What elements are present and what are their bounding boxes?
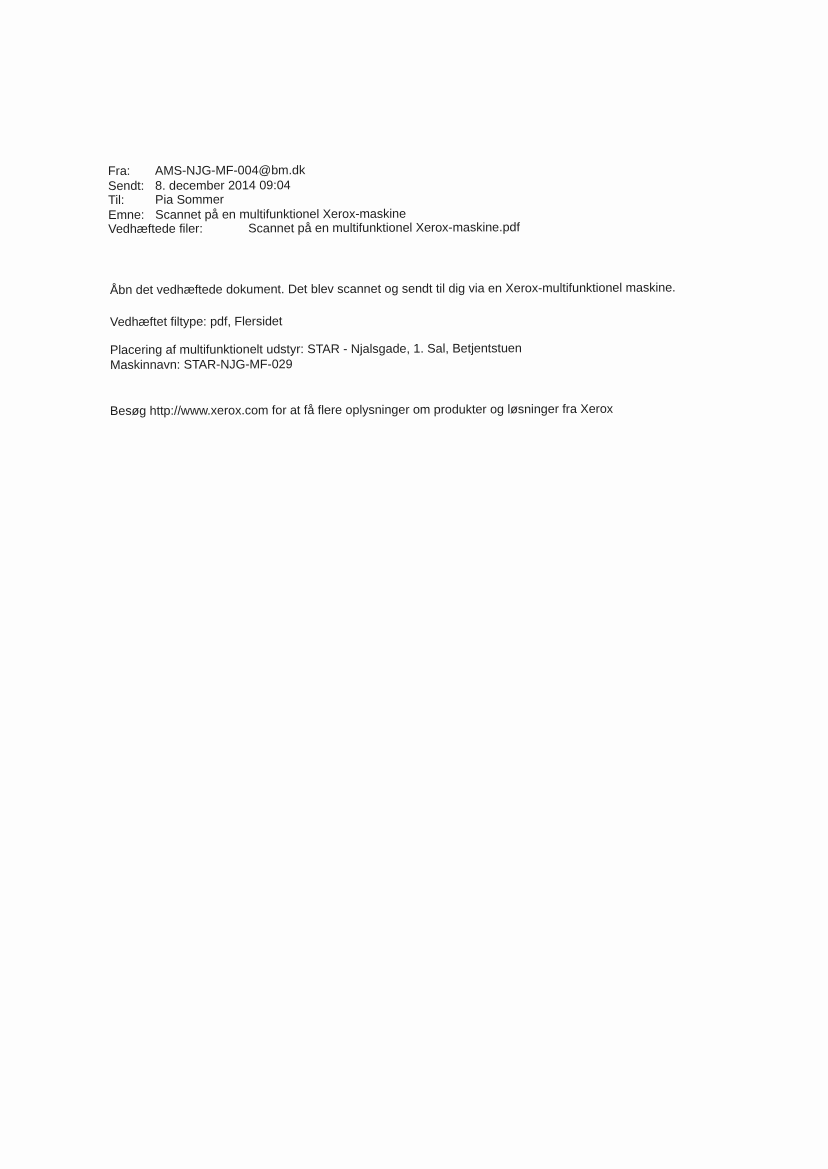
email-header bbox=[108, 161, 748, 236]
subject-label: Emne: bbox=[108, 207, 145, 222]
sent-label: Sendt: bbox=[108, 178, 145, 193]
machine-name-line: Maskinnavn: STAR-NJG-MF-029 bbox=[110, 356, 293, 372]
open-attachment-paragraph: Åbn det vedhæftede dokument. Det blev scannet og sendt til dig via en Xerox-multifunktionel maskine. bbox=[110, 280, 676, 297]
attachments-row bbox=[108, 219, 748, 236]
attachments-label: Vedhæftede filer: bbox=[108, 221, 203, 236]
attachments-value: Scannet på en multifunktionel Xerox-maskine.pdf bbox=[248, 220, 520, 236]
subject-value: Scannet på en multifunktionel Xerox-maskine bbox=[155, 206, 407, 222]
from-label: Fra: bbox=[108, 163, 131, 178]
to-label: Til: bbox=[108, 192, 125, 207]
device-location-line: Placering af multifunktionelt udstyr: STAR - Njalsgade, 1. Sal, Betjentstuen bbox=[110, 341, 522, 357]
file-type-paragraph: Vedhæftet filtype: pdf, Flersidet bbox=[110, 314, 283, 329]
device-info-paragraph bbox=[110, 340, 750, 372]
xerox-info-paragraph: Besøg http://www.xerox.com for at få flere oplysninger om produkter og løsninger fra Xerox bbox=[110, 401, 614, 418]
sent-value: 8. december 2014 09:04 bbox=[155, 177, 291, 193]
to-value: Pia Sommer bbox=[155, 192, 224, 207]
from-value: AMS-NJG-MF-004@bm.dk bbox=[154, 163, 306, 178]
